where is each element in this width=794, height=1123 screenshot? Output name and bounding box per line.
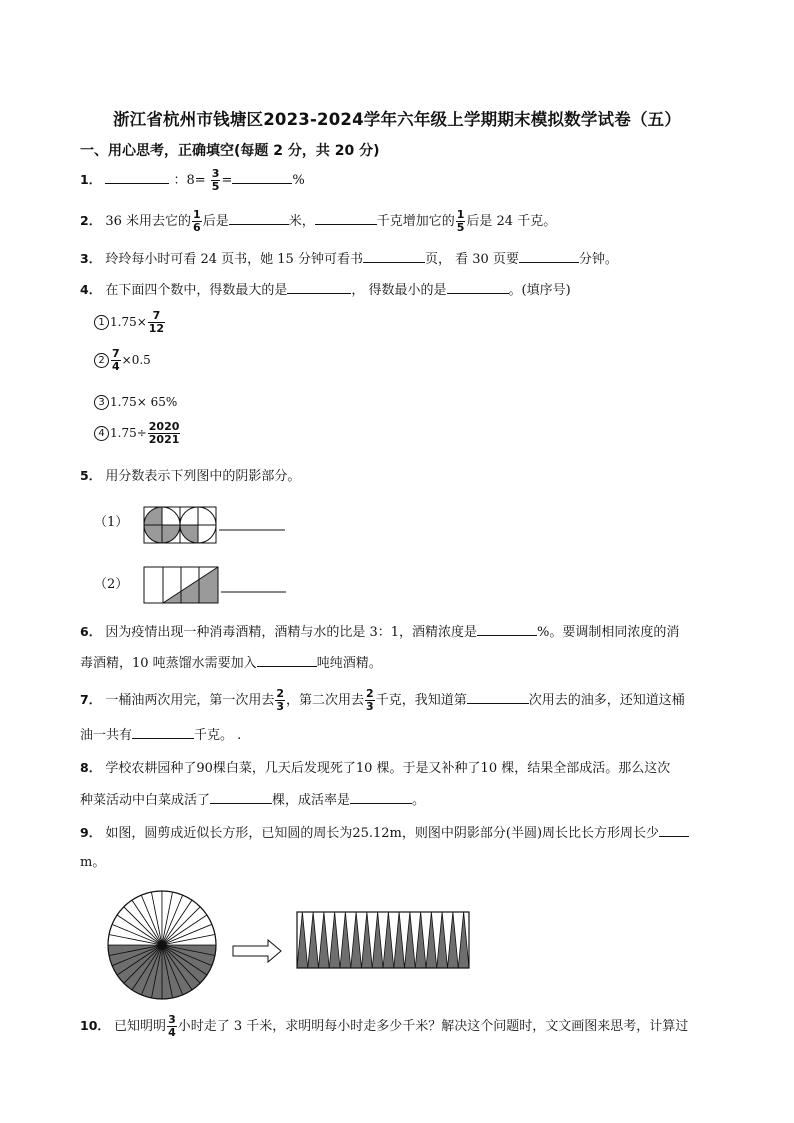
figure-circles-in-squares <box>143 506 283 546</box>
text: % <box>292 173 305 188</box>
question-number: 3． <box>80 251 102 266</box>
fraction: $\frac{3}{4}$ <box>168 1013 176 1039</box>
rectangle-tooth <box>448 912 459 968</box>
rectangle-tooth <box>394 912 405 968</box>
text: 吨纯酒精。 <box>316 656 382 671</box>
question-number: 9． <box>80 825 102 840</box>
question-2 <box>80 209 556 234</box>
rectangle-tooth <box>426 912 437 968</box>
answer-blank[interactable] <box>229 210 289 225</box>
answer-blank[interactable] <box>447 279 509 294</box>
question-number: 5． <box>80 468 102 483</box>
answer-blank[interactable] <box>363 248 425 263</box>
sectored-circle <box>108 891 216 999</box>
question-1 <box>80 168 305 193</box>
question-7 <box>80 688 685 713</box>
text: 。(填序号) <box>508 283 571 298</box>
option-marker: 4 <box>94 426 109 441</box>
answer-blank[interactable] <box>467 689 529 704</box>
text: 次用去的油多，还知道这桶 <box>528 693 685 708</box>
answer-blank[interactable] <box>659 822 689 837</box>
text: 棵，成活率是 <box>272 793 351 808</box>
text: 36 米用去它的 <box>105 214 192 229</box>
option-4: 4 1.75÷ $\frac{2020}{2021}$ <box>94 421 181 446</box>
question-number: 8． <box>80 760 102 775</box>
question-number: 6． <box>80 624 102 639</box>
section-heading: 一、用心思考，正确填空(每题 2 分，共 20 分) <box>80 143 380 159</box>
answer-blank[interactable] <box>257 652 317 667</box>
fraction: $\frac{1}{5}$ <box>456 208 465 234</box>
fraction: $\frac{2}{3}$ <box>366 687 374 713</box>
rectangle-tooth <box>437 912 448 968</box>
text: 千克，我知道第 <box>375 693 467 708</box>
answer-blank[interactable] <box>519 248 579 263</box>
option-3: 3 1.75× 65% <box>94 395 177 410</box>
option-1: 1 1.75× $\frac{7}{12}$ <box>94 310 166 335</box>
rectangle-tooth <box>458 912 469 968</box>
answer-blank[interactable] <box>477 621 537 636</box>
rectangle-tooth <box>351 912 362 968</box>
question-9-line-2: m。 <box>80 855 106 870</box>
text: 米， <box>288 214 315 229</box>
rectangle-tooth <box>362 912 373 968</box>
text: 。 <box>412 793 426 808</box>
option-marker: 1 <box>94 315 109 330</box>
approximate-rectangle <box>297 912 469 968</box>
text: 用分数表示下列图中的阴影部分。 <box>105 469 301 484</box>
option-marker: 2 <box>94 353 109 368</box>
question-number: 10． <box>80 1018 110 1033</box>
question-8 <box>80 758 670 779</box>
text: 在下面四个数中，得数最大的是 <box>105 283 288 298</box>
text: %。要调制相同浓度的消 <box>537 625 680 640</box>
question-number: 2． <box>80 213 102 228</box>
question-9 <box>80 822 689 844</box>
fraction: $\frac{3}{5}$ <box>211 167 220 193</box>
rectangle-tooth <box>308 912 319 968</box>
question-number: 7． <box>80 692 102 707</box>
fraction: $\frac{2020}{2021}$ <box>148 420 180 446</box>
question-6-line-2 <box>80 652 382 674</box>
fraction: $\frac{1}{6}$ <box>193 208 201 234</box>
question-number: 4． <box>80 282 102 297</box>
fraction: $\frac{7}{12}$ <box>148 309 165 335</box>
answer-blank[interactable] <box>132 724 194 739</box>
text: 分钟。 <box>578 252 618 267</box>
text: 因为疫情出现一种消毒酒精，酒精与水的比是 3：1，酒精浓度是 <box>105 625 478 640</box>
question-8-line-2 <box>80 789 425 811</box>
rectangle-tooth <box>319 912 330 968</box>
text: 玲玲每小时可看 24 页书，她 15 分钟可看书 <box>105 252 363 267</box>
answer-blank[interactable] <box>232 169 292 184</box>
question-10 <box>80 1014 688 1039</box>
text: = <box>221 173 233 188</box>
text: 后是 24 千克。 <box>466 214 557 229</box>
text: ， 得数最小的是 <box>351 283 447 298</box>
answer-blank[interactable] <box>105 169 169 184</box>
question-6 <box>80 621 679 643</box>
rectangle-tooth <box>405 912 416 968</box>
figure-label-2: （2） <box>94 577 129 592</box>
question-7-line-2 <box>80 724 241 746</box>
page-title: 浙江省杭州市钱塘区2023-2024学年六年级上学期期末模拟数学试卷（五） <box>112 110 682 129</box>
question-5 <box>80 466 300 487</box>
text: 小时走了 3 千米，求明明每小时走多少千米？解决这个问题时，文文画图来思考，计算过 <box>177 1019 689 1034</box>
option-2: 2 $\frac{7}{4}$ ×0.5 <box>94 348 151 373</box>
question-number: 1． <box>80 172 102 187</box>
figure-label-1: （1） <box>94 515 129 530</box>
option-marker: 3 <box>94 395 109 410</box>
rectangle-tooth <box>297 912 308 968</box>
rectangle-tooth <box>383 912 394 968</box>
text: 已知明明 <box>114 1019 167 1034</box>
answer-blank[interactable] <box>210 789 272 804</box>
text: ，第二次用去 <box>286 693 365 708</box>
text: 种菜活动中白菜成活了 <box>80 793 211 808</box>
arrow-icon <box>233 940 281 962</box>
text: 如图，圆剪成近似长方形，已知圆的周长为25.12m，则图中阴影部分(半圆)周长比长方形周长少 <box>105 826 660 841</box>
answer-blank[interactable] <box>315 210 377 225</box>
question-3 <box>80 248 618 270</box>
question-4 <box>80 279 571 301</box>
answer-blank[interactable] <box>350 789 412 804</box>
fraction: $\frac{2}{3}$ <box>276 687 285 713</box>
answer-blank[interactable] <box>287 279 351 294</box>
text: 油一共有 <box>80 728 133 743</box>
text: 后是 <box>202 214 229 229</box>
text: 一桶油两次用完，第一次用去 <box>105 693 275 708</box>
figure-circle-to-rectangle <box>105 888 485 1008</box>
text: 千克增加它的 <box>376 214 455 229</box>
text: ：8= <box>173 173 206 188</box>
text: 千克。 . <box>194 728 242 743</box>
rectangle-tooth <box>372 912 383 968</box>
rectangle-tooth <box>415 912 426 968</box>
text: 页， 看 30 页要 <box>424 252 519 267</box>
figure-shaded-triangle <box>143 566 288 606</box>
text: 毒酒精，10 吨蒸馏水需要加入 <box>80 656 257 671</box>
rectangle-tooth <box>340 912 351 968</box>
text: 学校农耕园种了90棵白菜，几天后发现死了10 棵。于是又补种了10 棵，结果全部成活。那么这次 <box>105 761 671 776</box>
rectangle-tooth <box>329 912 340 968</box>
fraction: $\frac{7}{4}$ <box>112 347 120 373</box>
